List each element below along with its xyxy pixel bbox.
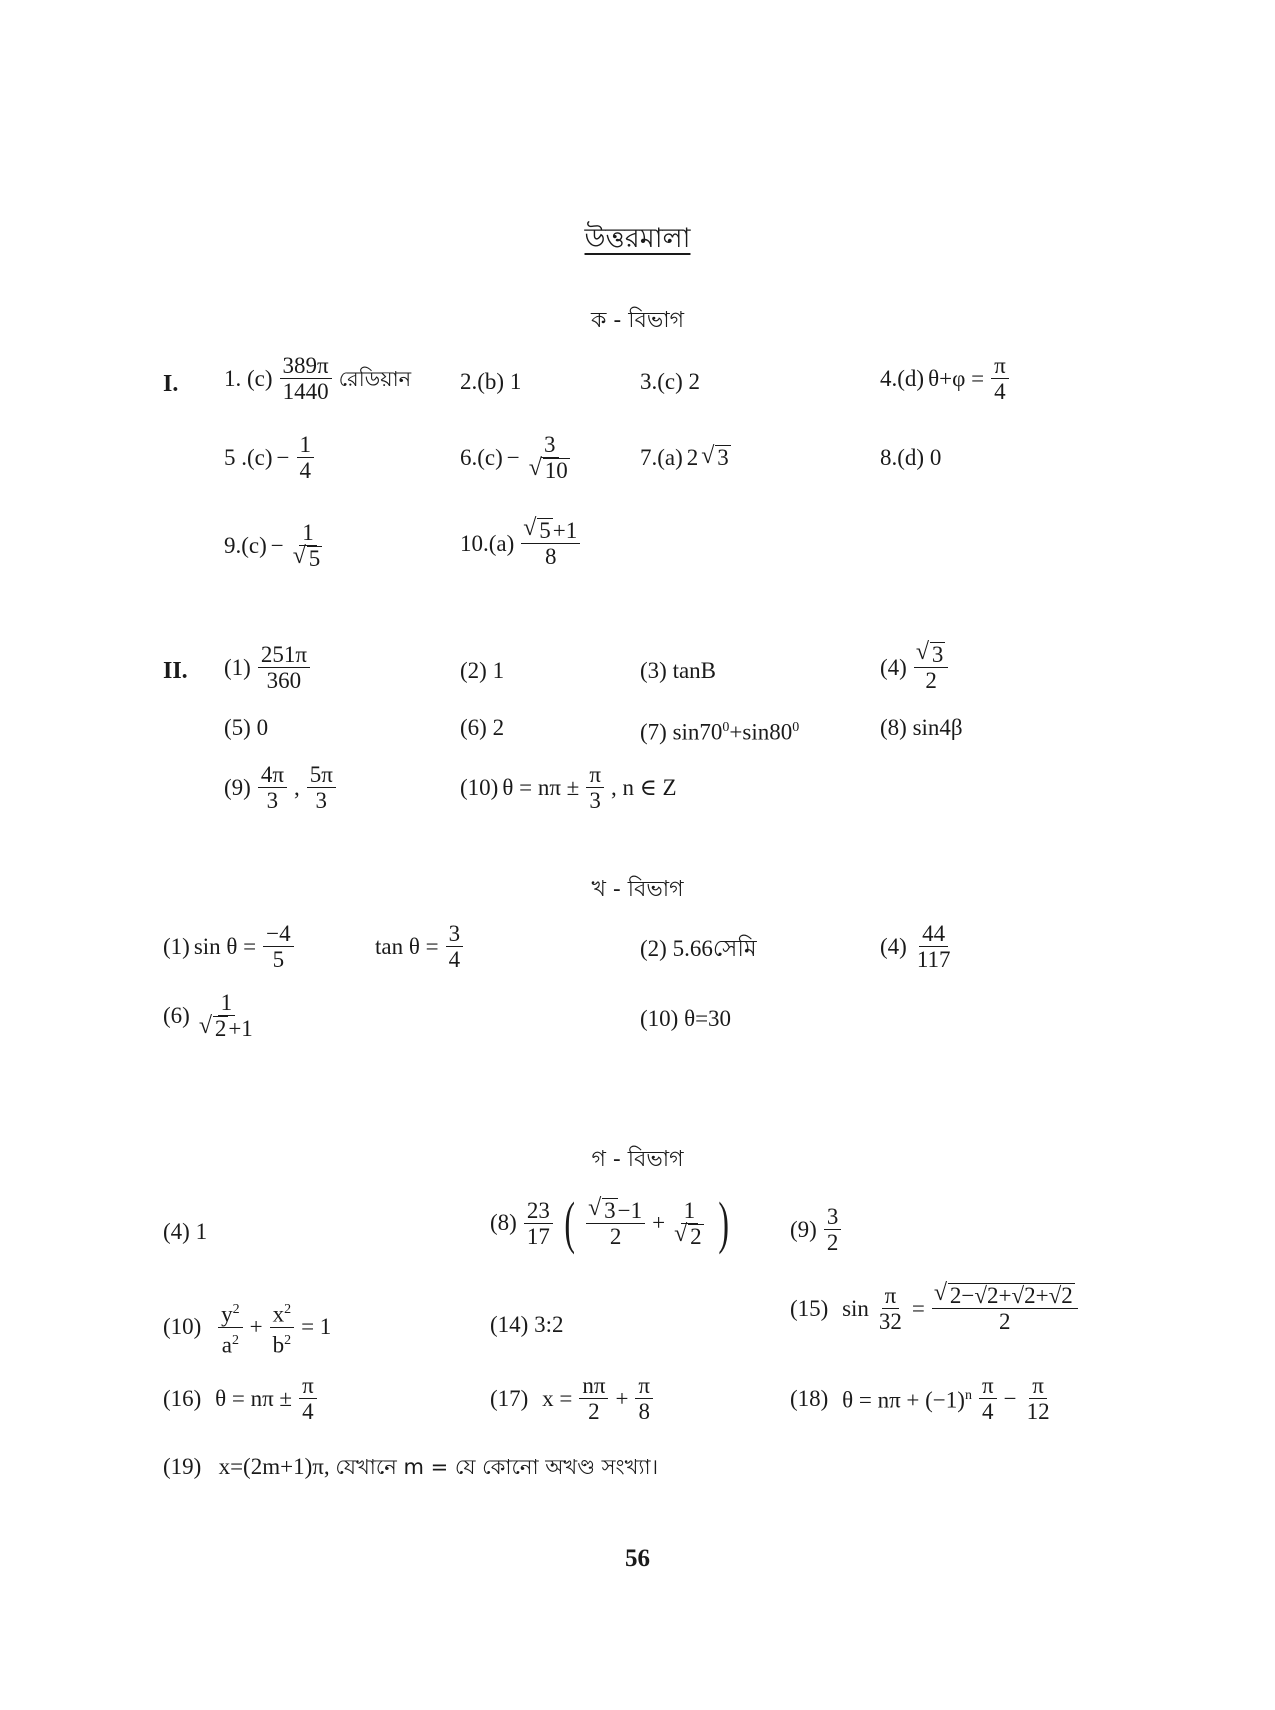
answer-kha-6: (6) 1 √ 2+1 bbox=[163, 990, 259, 1041]
answer-2-5: (5) 0 bbox=[224, 715, 269, 740]
answer-2-6: (6) 2 bbox=[460, 715, 505, 740]
answer-1-4: 4.(d) θ+φ = $\frac{\pi}{4}$ bbox=[880, 353, 1012, 404]
answer-kha-2: (2) 5.66সেমি bbox=[640, 936, 757, 961]
answer-2-8: (8) sin4β bbox=[880, 715, 963, 740]
answer-ga-8: (8) $\frac{23}{17}$ ( √ $\frac{3-1}{2}$ + 1 √ 2 ) bbox=[490, 1193, 733, 1253]
answer-kha-10: (10) θ=30 bbox=[640, 1006, 732, 1031]
answer-2-4: (4) √ $\frac{3}{2}$ bbox=[880, 642, 951, 693]
answer-1-10: 10.(a) √ $\frac{5+1}{8}$ bbox=[460, 518, 583, 569]
answer-ga-18: (18) $\theta = n\pi + (-1)^n$ $\frac{\pi}{4}$ − $\frac{\pi}{12}$ bbox=[790, 1373, 1050, 1424]
answer-1-1: 1. (c) $\frac{389\pi}{1440}$ রেডিয়ান bbox=[224, 353, 412, 404]
answer-ga-10: (10) $\frac{y^2}{a^2}$ + $\frac{x^2}{b^2}$ = 1 bbox=[163, 1297, 331, 1357]
answer-ga-4: (4) 1 bbox=[163, 1219, 208, 1244]
answer-1-2: 2.(b) 1 bbox=[460, 369, 522, 394]
part-1-label: I. bbox=[163, 371, 179, 397]
answer-1-7: 7.(a) 2 √ 3 bbox=[640, 442, 731, 472]
answer-1-6: 6.(c) − 3 √ 10 bbox=[460, 432, 576, 483]
answer-kha-1b: tan θ = $\frac{3}{4}$ bbox=[375, 921, 466, 972]
answer-kha-1a: (1) sin θ = $\frac{-4}{5}$ bbox=[163, 921, 297, 972]
section-kha-heading: খ - বিভাগ bbox=[591, 877, 684, 902]
answer-ga-17: (17) x = $\frac{n\pi}{2}$ + $\frac{\pi}{8}$ bbox=[490, 1373, 656, 1424]
answer-ga-15: (15) sin $\frac{\pi}{32}$ = √ $\frac{2-√2+√2+√2}{2}$ bbox=[790, 1283, 1081, 1334]
page-number: 56 bbox=[625, 1545, 650, 1572]
answer-1-3: 3.(c) 2 bbox=[640, 369, 701, 394]
section-ga-heading: গ - বিভাগ bbox=[591, 1147, 684, 1172]
answer-ga-16: (16) θ = nπ ± $\frac{\pi}{4}$ bbox=[163, 1373, 320, 1424]
answer-ga-9: (9) $\frac{3}{2}$ bbox=[790, 1204, 844, 1255]
answer-1-9: 9.(c) − 1 √ 5 bbox=[224, 520, 328, 571]
answer-2-9: (9) $\frac{4\pi}{3}$ , $\frac{5\pi}{3}$ bbox=[224, 762, 339, 813]
answer-ga-14: (14) 3:2 bbox=[490, 1312, 564, 1337]
answer-2-7: (7) $\sin 70^0+\sin 80^0$ bbox=[640, 719, 800, 745]
answer-2-2: (2) 1 bbox=[460, 658, 505, 683]
answer-2-3: (3) tanB bbox=[640, 658, 717, 683]
answer-kha-4: (4) $\frac{44}{117}$ bbox=[880, 921, 951, 972]
answer-2-1: (1) $\frac{251\pi}{360}$ bbox=[224, 642, 313, 693]
answer-1-5: 5 .(c) − $\frac{1}{4}$ bbox=[224, 432, 317, 483]
page-title: উত্তরমালা bbox=[584, 223, 691, 254]
part-2-label: II. bbox=[163, 658, 188, 684]
answer-ga-19: (19) x=(2m+1)π, যেখানে m = যে কোনো অখণ্ড সংখ্যা। bbox=[163, 1454, 659, 1479]
section-ka-heading: ক - বিভাগ bbox=[590, 308, 685, 333]
answer-2-10: (10) θ = nπ ± $\frac{\pi}{3}$ , n ∈ Z bbox=[460, 762, 677, 813]
answer-1-8: 8.(d) 0 bbox=[880, 445, 942, 470]
